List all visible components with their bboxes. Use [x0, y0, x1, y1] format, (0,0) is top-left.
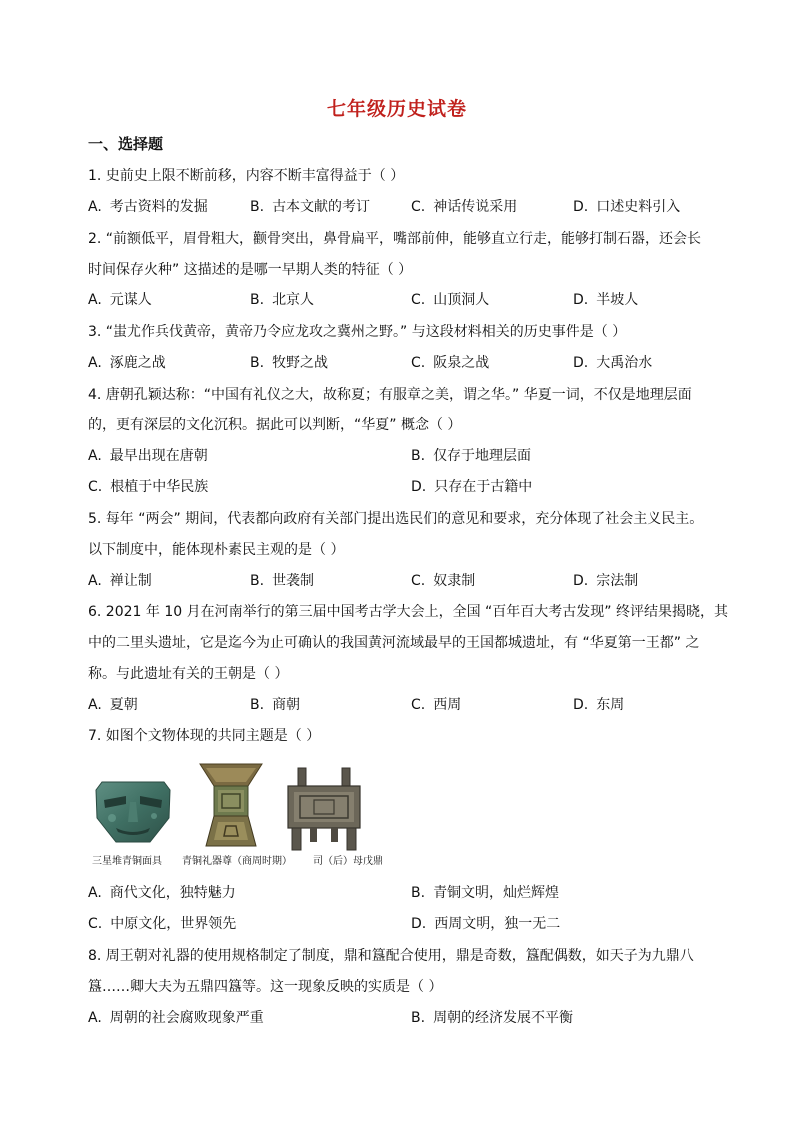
question-4-text-cont: 的，更有深层的文化沉积。据此可以判断，“华夏” 概念（ ） — [88, 417, 462, 433]
q3-option-d[interactable]: D. 大禹治水 — [573, 355, 653, 371]
q7-option-a[interactable]: A. 商代文化，独特魅力 — [88, 885, 236, 901]
caption-ding: 司（后）母戊鼎 — [313, 856, 383, 867]
q2-option-b[interactable]: B. 北京人 — [250, 292, 315, 308]
page-title: 七年级历史试卷 — [326, 98, 467, 120]
q1-option-b[interactable]: B. 古本文献的考订 — [250, 199, 371, 215]
bronze-zun-vessel-image — [196, 760, 266, 850]
question-3-text: 3. “蚩尤作兵伐黄帝，黄帝乃令应龙攻之冀州之野。” 与这段材料相关的历史事件是（ ） — [88, 324, 627, 340]
question-2-text-cont: 时间保存火种” 这描述的是哪一早期人类的特征（ ） — [88, 262, 413, 278]
bronze-mask-image — [92, 778, 174, 846]
q2-option-d[interactable]: D. 半坡人 — [573, 292, 639, 308]
q7-option-d[interactable]: D. 西周文明，独一无二 — [411, 916, 561, 932]
caption-bronze-zun: 青铜礼器尊（商周时期） — [182, 856, 292, 867]
q6-option-c[interactable]: C. 西周 — [411, 697, 462, 713]
q6-option-d[interactable]: D. 东周 — [573, 697, 625, 713]
q5-option-a[interactable]: A. 禅让制 — [88, 573, 152, 589]
question-8-text-cont: 簋……卿大夫为五鼎四簋等。这一现象反映的实质是（ ） — [88, 979, 443, 995]
q2-option-a[interactable]: A. 元谋人 — [88, 292, 152, 308]
question-2-text: 2. “前额低平，眉骨粗大，颧骨突出，鼻骨扁平，嘴部前伸，能够直立行走，能够打制石器，还会长 — [88, 231, 702, 247]
q3-option-c[interactable]: C. 阪泉之战 — [411, 355, 490, 371]
question-6-text-cont: 中的二里头遗址，它是迄今为止可确认的我国黄河流域最早的王国都城遗址，有 “华夏第一王都” 之 — [88, 635, 700, 651]
section-heading: 一、选择题 — [88, 135, 164, 153]
q1-option-a[interactable]: A. 考古资料的发掘 — [88, 199, 208, 215]
q8-option-b[interactable]: B. 周朝的经济发展不平衡 — [411, 1010, 574, 1026]
q8-option-a[interactable]: A. 周朝的社会腐败现象严重 — [88, 1010, 264, 1026]
q1-option-c[interactable]: C. 神话传说采用 — [411, 199, 518, 215]
q2-option-c[interactable]: C. 山顶洞人 — [411, 292, 490, 308]
question-4-text: 4. 唐朝孔颖达称：“中国有礼仪之大，故称夏；有服章之美，谓之华。” 华夏一词，不仅是地理层面 — [88, 387, 692, 403]
q3-option-b[interactable]: B. 牧野之战 — [250, 355, 329, 371]
question-5-text-cont: 以下制度中，能体现朴素民主观的是（ ） — [88, 542, 345, 558]
q4-option-c[interactable]: C. 根植于中华民族 — [88, 479, 209, 495]
q6-option-b[interactable]: B. 商朝 — [250, 697, 301, 713]
caption-bronze-mask: 三星堆青铜面具 — [92, 856, 162, 867]
question-8-text: 8. 周王朝对礼器的使用规格制定了制度，鼎和簋配合使用，鼎是奇数，簋配偶数，如天子为九鼎八 — [88, 948, 694, 964]
q3-option-a[interactable]: A. 涿鹿之战 — [88, 355, 166, 371]
question-5-text: 5. 每年 “两会” 期间，代表都向政府有关部门提出选民们的意见和要求，充分体现了社会主义民主。 — [88, 511, 704, 527]
question-7-text: 7. 如图个文物体现的共同主题是（ ） — [88, 728, 321, 744]
question-6-text-cont2: 称。与此遗址有关的王朝是（ ） — [88, 666, 289, 682]
q5-option-b[interactable]: B. 世袭制 — [250, 573, 315, 589]
question-6-text: 6. 2021 年 10 月在河南举行的第三届中国考古学大会上，全国 “百年百大考古发现” 终评结果揭晓，其 — [88, 604, 729, 620]
q1-option-d[interactable]: D. 口述史料引入 — [573, 199, 681, 215]
q4-option-b[interactable]: B. 仅存于地理层面 — [411, 448, 532, 464]
q7-option-c[interactable]: C. 中原文化，世界领先 — [88, 916, 237, 932]
q5-option-c[interactable]: C. 奴隶制 — [411, 573, 476, 589]
q6-option-a[interactable]: A. 夏朝 — [88, 697, 138, 713]
question-1-text: 1. 史前史上限不断前移，内容不断丰富得益于（ ） — [88, 168, 405, 184]
q7-option-b[interactable]: B. 青铜文明，灿烂辉煌 — [411, 885, 560, 901]
bronze-ding-cauldron-image — [284, 766, 364, 852]
q4-option-d[interactable]: D. 只存在于古籍中 — [411, 479, 533, 495]
q4-option-a[interactable]: A. 最早出现在唐朝 — [88, 448, 208, 464]
q5-option-d[interactable]: D. 宗法制 — [573, 573, 639, 589]
